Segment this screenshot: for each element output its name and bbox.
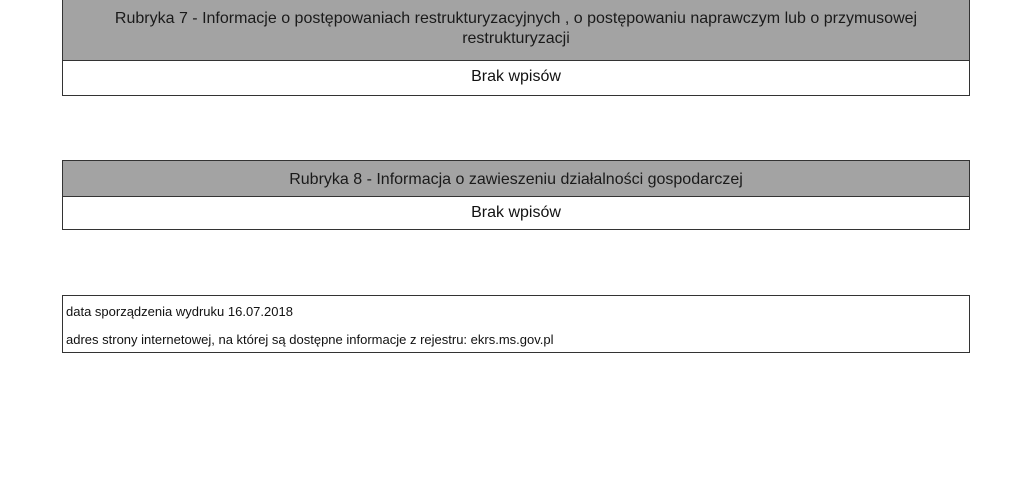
section-body: Brak wpisów <box>471 204 561 221</box>
section-title: Rubryka 8 - Informacja o zawieszeniu działalności gospodarczej <box>289 171 743 188</box>
section-header <box>63 161 969 197</box>
print-date: data sporządzenia wydruku 16.07.2018 <box>66 304 293 319</box>
section-rubryka-7 <box>62 0 970 96</box>
footer-info-box <box>62 295 970 353</box>
section-title-line2: restrukturyzacji <box>462 30 570 47</box>
section-body: Brak wpisów <box>471 68 561 85</box>
section-rubryka-8 <box>62 160 970 230</box>
section-title-line1: Rubryka 7 - Informacje o postępowaniach restrukturyzacyjnych , o postępowaniu naprawczym lub o przymusowej <box>114 10 918 27</box>
section-header <box>63 0 969 61</box>
register-website: adres strony internetowej, na której są dostępne informacje z rejestru: ekrs.ms.gov.pl <box>66 332 554 347</box>
